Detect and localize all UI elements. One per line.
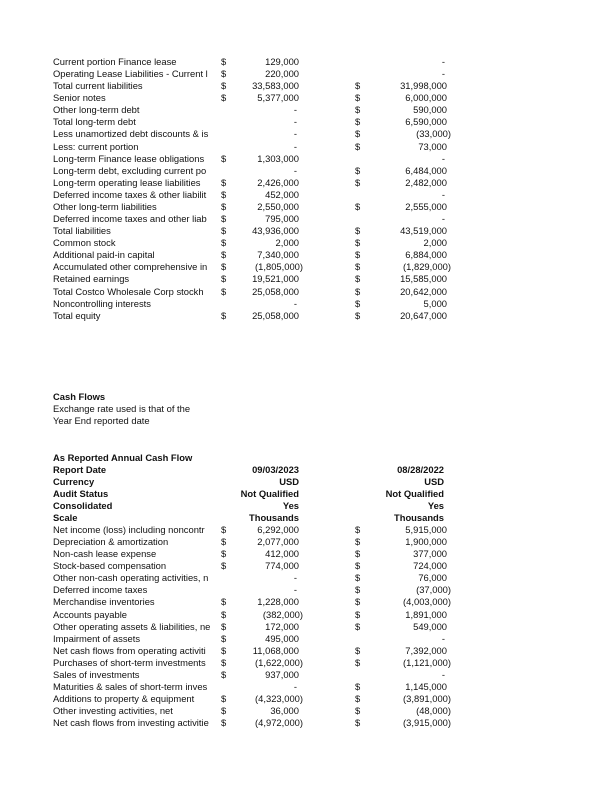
row-label: Sales of investments xyxy=(53,669,140,680)
value-2023: 2,077,000 xyxy=(257,536,299,547)
dollar-sign-2022: $ xyxy=(355,225,361,236)
row-label: Purchases of short-term investments xyxy=(53,657,206,668)
value-2023: 2,426,000 xyxy=(257,177,299,188)
cash-flow-row xyxy=(0,609,612,621)
value-2023: 43,936,000 xyxy=(252,225,299,236)
dollar-sign-2023: $ xyxy=(221,633,227,644)
value-2022: (48,000) xyxy=(416,705,451,716)
dollar-sign-2023: $ xyxy=(221,273,227,284)
value-2023: 5,377,000 xyxy=(257,92,299,103)
value-2022: 6,000,000 xyxy=(405,92,447,103)
value-2023: (1,622,000) xyxy=(255,657,303,668)
cash-flow-row xyxy=(0,681,612,693)
value-2023: 129,000 xyxy=(265,56,299,67)
dollar-sign-2022: $ xyxy=(355,536,361,547)
cash-flow-row xyxy=(0,705,612,717)
dollar-sign-2022: $ xyxy=(355,273,361,284)
value-2023: 172,000 xyxy=(265,621,299,632)
value-2022: - xyxy=(441,153,445,164)
cash-flow-row xyxy=(0,645,612,657)
balance-sheet-row xyxy=(0,213,612,225)
dollar-sign-2022: $ xyxy=(355,681,361,692)
dollar-sign-2023: $ xyxy=(221,177,227,188)
balance-sheet-row xyxy=(0,128,612,140)
cash-flow-row xyxy=(0,548,612,560)
row-label: Net cash flows from investing activitie xyxy=(53,717,209,728)
dollar-sign-2022: $ xyxy=(355,298,361,309)
header-label: Currency xyxy=(53,476,95,487)
row-label: Stock-based compensation xyxy=(53,560,167,571)
value-2022: 43,519,000 xyxy=(400,225,447,236)
value-2022: 6,590,000 xyxy=(405,116,447,127)
value-2022: 2,482,000 xyxy=(405,177,447,188)
value-2022: 31,998,000 xyxy=(400,80,447,91)
row-label: Other non-cash operating activities, n xyxy=(53,572,209,583)
dollar-sign-2023: $ xyxy=(221,669,227,680)
row-label: Total long-term debt xyxy=(53,116,136,127)
value-2023: 25,058,000 xyxy=(252,310,299,321)
row-label: Total Costco Wholesale Corp stockh xyxy=(53,286,204,297)
dollar-sign-2023: $ xyxy=(221,693,227,704)
value-2022: 20,642,000 xyxy=(400,286,447,297)
row-label: Less unamortized debt discounts & is xyxy=(53,128,209,139)
header-value-2022: USD xyxy=(424,476,444,487)
cash-flow-row xyxy=(0,657,612,669)
value-2022: (1,829,000) xyxy=(403,261,451,272)
dollar-sign-2022: $ xyxy=(355,249,361,260)
balance-sheet-row xyxy=(0,237,612,249)
value-2022: - xyxy=(441,213,445,224)
cash-flow-row xyxy=(0,584,612,596)
value-2023: 6,292,000 xyxy=(257,524,299,535)
value-2023: (4,972,000) xyxy=(255,717,303,728)
header-label: Report Date xyxy=(53,464,107,475)
row-label: Senior notes xyxy=(53,92,106,103)
balance-sheet-row xyxy=(0,165,612,177)
row-label: Long-term debt, excluding current po xyxy=(53,165,207,176)
dollar-sign-2023: $ xyxy=(221,705,227,716)
row-label: Accumulated other comprehensive in xyxy=(53,261,208,272)
value-2023: 937,000 xyxy=(265,669,299,680)
value-2022: 73,000 xyxy=(418,141,447,152)
cash-flow-header-row xyxy=(0,512,612,524)
cash-flow-header-row xyxy=(0,464,612,476)
dollar-sign-2022: $ xyxy=(355,201,361,212)
cash-flow-statement-title: As Reported Annual Cash Flow xyxy=(53,452,193,463)
dollar-sign-2023: $ xyxy=(221,524,227,535)
value-2023: (1,805,000) xyxy=(255,261,303,272)
dollar-sign-2023: $ xyxy=(221,536,227,547)
cash-flow-header-row xyxy=(0,500,612,512)
value-2023: 36,000 xyxy=(270,705,299,716)
dollar-sign-2022: $ xyxy=(355,524,361,535)
cash-flow-row xyxy=(0,596,612,608)
value-2023: 220,000 xyxy=(265,68,299,79)
dollar-sign-2022: $ xyxy=(355,104,361,115)
header-value-2023: Thousands xyxy=(248,512,299,523)
value-2023: 2,550,000 xyxy=(257,201,299,212)
dollar-sign-2022: $ xyxy=(355,657,361,668)
cash-flow-header-row xyxy=(0,476,612,488)
cash-flow-row xyxy=(0,560,612,572)
value-2022: 590,000 xyxy=(413,104,447,115)
header-label: Scale xyxy=(53,512,78,523)
dollar-sign-2023: $ xyxy=(221,286,227,297)
dollar-sign-2022: $ xyxy=(355,261,361,272)
balance-sheet-row xyxy=(0,286,612,298)
cash-flow-row xyxy=(0,572,612,584)
dollar-sign-2022: $ xyxy=(355,80,361,91)
value-2023: 1,228,000 xyxy=(257,596,299,607)
dollar-sign-2023: $ xyxy=(221,80,227,91)
dollar-sign-2022: $ xyxy=(355,560,361,571)
header-value-2022: 08/28/2022 xyxy=(397,464,444,475)
value-2022: - xyxy=(441,669,445,680)
dollar-sign-2023: $ xyxy=(221,213,227,224)
value-2022: 6,884,000 xyxy=(405,249,447,260)
value-2023: (4,323,000) xyxy=(255,693,303,704)
dollar-sign-2022: $ xyxy=(355,609,361,620)
cash-flow-row xyxy=(0,524,612,536)
dollar-sign-2023: $ xyxy=(221,249,227,260)
dollar-sign-2022: $ xyxy=(355,596,361,607)
value-2023: 33,583,000 xyxy=(252,80,299,91)
value-2022: 377,000 xyxy=(413,548,447,559)
header-label: Audit Status xyxy=(53,488,109,499)
value-2022: - xyxy=(441,56,445,67)
dollar-sign-2023: $ xyxy=(221,153,227,164)
value-2023: 11,068,000 xyxy=(252,645,299,656)
dollar-sign-2023: $ xyxy=(221,237,227,248)
row-label: Deferred income taxes xyxy=(53,584,148,595)
cash-flow-header-row xyxy=(0,488,612,500)
dollar-sign-2022: $ xyxy=(355,621,361,632)
row-label: Additional paid-in capital xyxy=(53,249,155,260)
row-label: Impairment of assets xyxy=(53,633,141,644)
value-2022: - xyxy=(441,189,445,200)
dollar-sign-2023: $ xyxy=(221,717,227,728)
balance-sheet-row xyxy=(0,298,612,310)
dollar-sign-2023: $ xyxy=(221,225,227,236)
cash-flow-row xyxy=(0,693,612,705)
value-2023: - xyxy=(293,128,297,139)
value-2023: 795,000 xyxy=(265,213,299,224)
dollar-sign-2022: $ xyxy=(355,141,361,152)
value-2023: 495,000 xyxy=(265,633,299,644)
value-2022: 76,000 xyxy=(418,572,447,583)
value-2023: - xyxy=(293,584,297,595)
row-label: Total liabilities xyxy=(53,225,111,236)
row-label: Total equity xyxy=(53,310,101,321)
dollar-sign-2023: $ xyxy=(221,609,227,620)
value-2023: 7,340,000 xyxy=(257,249,299,260)
dollar-sign-2022: $ xyxy=(355,128,361,139)
value-2022: (1,121,000) xyxy=(403,657,451,668)
header-value-2023: Yes xyxy=(282,500,299,511)
value-2022: 6,484,000 xyxy=(405,165,447,176)
dollar-sign-2023: $ xyxy=(221,56,227,67)
exchange-rate-note-line1: Exchange rate used is that of the xyxy=(53,403,191,414)
dollar-sign-2022: $ xyxy=(355,584,361,595)
row-label: Non-cash lease expense xyxy=(53,548,157,559)
balance-sheet-row xyxy=(0,92,612,104)
balance-sheet-row xyxy=(0,225,612,237)
value-2022: 2,555,000 xyxy=(405,201,447,212)
dollar-sign-2022: $ xyxy=(355,310,361,321)
value-2022: 15,585,000 xyxy=(400,273,447,284)
value-2023: - xyxy=(293,116,297,127)
row-label: Other long-term liabilities xyxy=(53,201,157,212)
row-label: Retained earnings xyxy=(53,273,130,284)
value-2022: 5,915,000 xyxy=(405,524,447,535)
header-label: Consolidated xyxy=(53,500,113,511)
row-label: Net income (loss) including noncontr xyxy=(53,524,205,535)
row-label: Additions to property & equipment xyxy=(53,693,195,704)
header-value-2023: USD xyxy=(279,476,299,487)
row-label: Operating Lease Liabilities - Current l xyxy=(53,68,208,79)
value-2022: (33,000) xyxy=(416,128,451,139)
row-label: Total current liabilities xyxy=(53,80,143,91)
value-2022: 20,647,000 xyxy=(400,310,447,321)
dollar-sign-2022: $ xyxy=(355,116,361,127)
cash-flow-row xyxy=(0,536,612,548)
value-2022: 1,900,000 xyxy=(405,536,447,547)
value-2022: 724,000 xyxy=(413,560,447,571)
dollar-sign-2023: $ xyxy=(221,548,227,559)
row-label: Net cash flows from operating activiti xyxy=(53,645,206,656)
row-label: Less: current portion xyxy=(53,141,139,152)
row-label: Maturities & sales of short-term inves xyxy=(53,681,208,692)
dollar-sign-2023: $ xyxy=(221,310,227,321)
row-label: Deferred income taxes & other liabilit xyxy=(53,189,207,200)
cash-flow-row xyxy=(0,717,612,729)
balance-sheet-row xyxy=(0,261,612,273)
balance-sheet-row xyxy=(0,201,612,213)
value-2023: 19,521,000 xyxy=(252,273,299,284)
dollar-sign-2022: $ xyxy=(355,572,361,583)
value-2023: (382,000) xyxy=(262,609,303,620)
value-2023: 412,000 xyxy=(265,548,299,559)
dollar-sign-2022: $ xyxy=(355,286,361,297)
row-label: Current portion Finance lease xyxy=(53,56,177,67)
dollar-sign-2023: $ xyxy=(221,645,227,656)
value-2022: (37,000) xyxy=(416,584,451,595)
dollar-sign-2022: $ xyxy=(355,92,361,103)
dollar-sign-2022: $ xyxy=(355,177,361,188)
value-2023: 452,000 xyxy=(265,189,299,200)
value-2022: 1,145,000 xyxy=(405,681,447,692)
header-value-2022: Yes xyxy=(427,500,444,511)
value-2023: 2,000 xyxy=(275,237,299,248)
row-label: Common stock xyxy=(53,237,116,248)
value-2023: - xyxy=(293,572,297,583)
value-2022: - xyxy=(441,68,445,79)
row-label: Other investing activities, net xyxy=(53,705,173,716)
value-2023: - xyxy=(293,681,297,692)
value-2023: - xyxy=(293,104,297,115)
dollar-sign-2023: $ xyxy=(221,92,227,103)
value-2023: - xyxy=(293,298,297,309)
dollar-sign-2022: $ xyxy=(355,705,361,716)
value-2022: - xyxy=(441,633,445,644)
dollar-sign-2023: $ xyxy=(221,657,227,668)
balance-sheet-row xyxy=(0,189,612,201)
value-2022: 7,392,000 xyxy=(405,645,447,656)
value-2023: 25,058,000 xyxy=(252,286,299,297)
balance-sheet-row xyxy=(0,56,612,68)
row-label: Noncontrolling interests xyxy=(53,298,151,309)
value-2022: 549,000 xyxy=(413,621,447,632)
row-label: Deferred income taxes and other liab xyxy=(53,213,207,224)
balance-sheet-row xyxy=(0,310,612,322)
balance-sheet-row xyxy=(0,116,612,128)
cash-flows-title: Cash Flows xyxy=(53,391,106,402)
cash-flow-row xyxy=(0,621,612,633)
dollar-sign-2022: $ xyxy=(355,237,361,248)
value-2022: 2,000 xyxy=(423,237,447,248)
value-2022: 5,000 xyxy=(423,298,447,309)
balance-sheet-row xyxy=(0,177,612,189)
dollar-sign-2023: $ xyxy=(221,621,227,632)
exchange-rate-note-line2: Year End reported date xyxy=(53,415,150,426)
row-label: Other operating assets & liabilities, ne xyxy=(53,621,211,632)
dollar-sign-2023: $ xyxy=(221,560,227,571)
row-label: Long-term operating lease liabilities xyxy=(53,177,201,188)
dollar-sign-2023: $ xyxy=(221,68,227,79)
row-label: Other long-term debt xyxy=(53,104,140,115)
balance-sheet-row xyxy=(0,273,612,285)
dollar-sign-2022: $ xyxy=(355,548,361,559)
value-2022: (3,891,000) xyxy=(403,693,451,704)
value-2023: 1,303,000 xyxy=(257,153,299,164)
balance-sheet-row xyxy=(0,68,612,80)
balance-sheet-row xyxy=(0,104,612,116)
dollar-sign-2022: $ xyxy=(355,165,361,176)
dollar-sign-2023: $ xyxy=(221,189,227,200)
cash-flow-row xyxy=(0,633,612,645)
dollar-sign-2023: $ xyxy=(221,261,227,272)
dollar-sign-2022: $ xyxy=(355,717,361,728)
value-2023: - xyxy=(293,141,297,152)
value-2022: 1,891,000 xyxy=(405,609,447,620)
dollar-sign-2023: $ xyxy=(221,596,227,607)
value-2022: (4,003,000) xyxy=(403,596,451,607)
value-2022: (3,915,000) xyxy=(403,717,451,728)
balance-sheet-row xyxy=(0,80,612,92)
row-label: Long-term Finance lease obligations xyxy=(53,153,205,164)
dollar-sign-2022: $ xyxy=(355,693,361,704)
balance-sheet-row xyxy=(0,249,612,261)
header-value-2023: Not Qualified xyxy=(240,488,299,499)
row-label: Merchandise inventories xyxy=(53,596,155,607)
header-value-2022: Thousands xyxy=(393,512,444,523)
dollar-sign-2023: $ xyxy=(221,201,227,212)
header-value-2022: Not Qualified xyxy=(385,488,444,499)
value-2023: - xyxy=(293,165,297,176)
dollar-sign-2022: $ xyxy=(355,645,361,656)
cash-flow-row xyxy=(0,669,612,681)
row-label: Accounts payable xyxy=(53,609,128,620)
balance-sheet-row xyxy=(0,153,612,165)
header-value-2023: 09/03/2023 xyxy=(252,464,299,475)
row-label: Depreciation & amortization xyxy=(53,536,169,547)
balance-sheet-row xyxy=(0,141,612,153)
value-2023: 774,000 xyxy=(265,560,299,571)
